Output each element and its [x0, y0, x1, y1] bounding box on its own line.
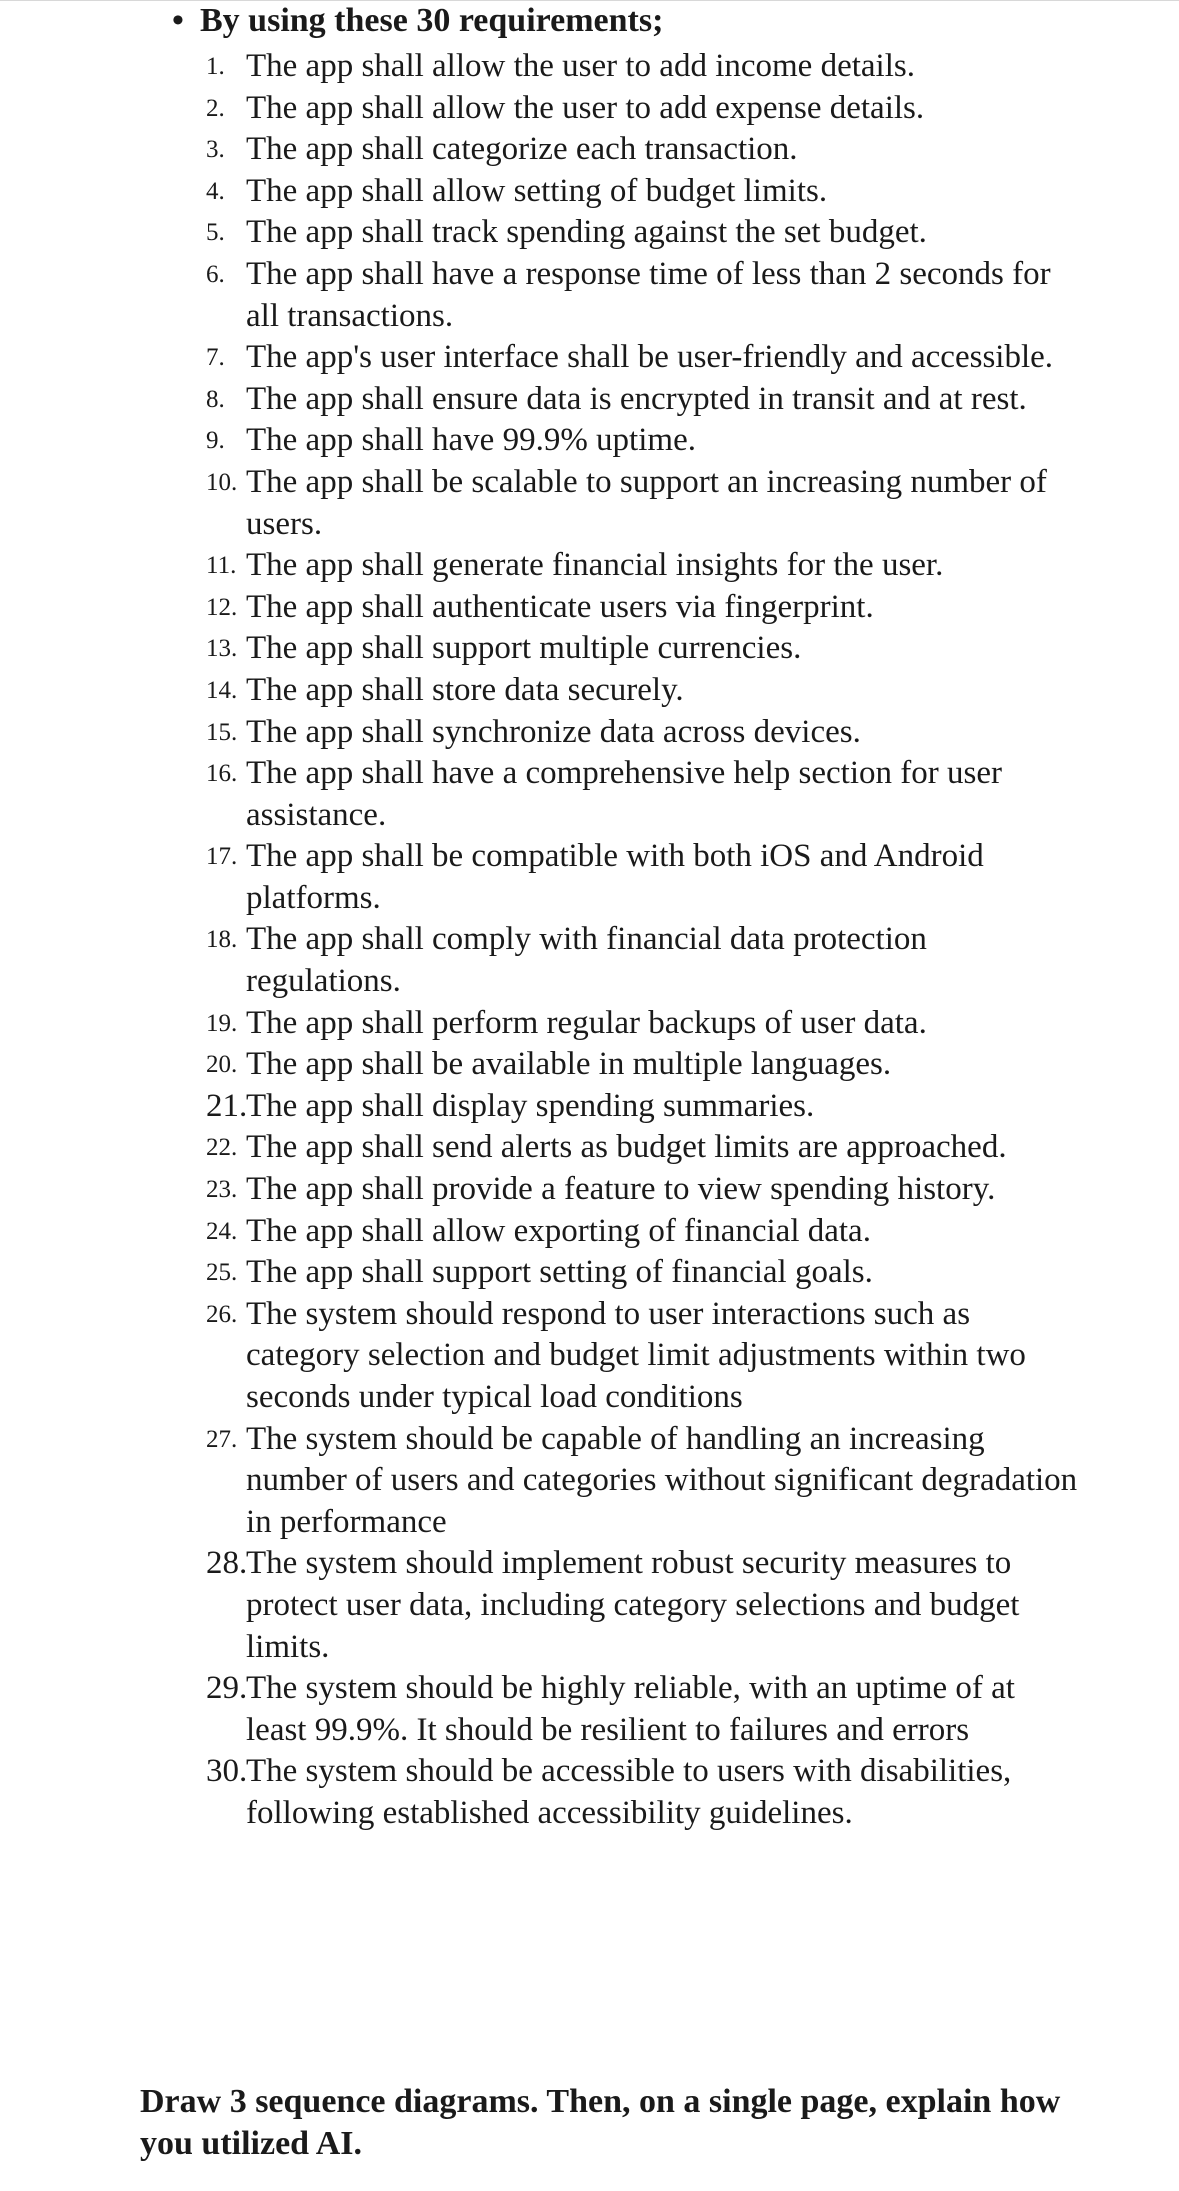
list-item	[0, 462, 1179, 545]
item-text: The app shall perform regular backups of user data.	[246, 1004, 927, 1041]
item-text: The app shall categorize each transaction.	[246, 131, 798, 168]
item-text: The app's user interface shall be user-friendly and accessible.	[246, 339, 1054, 376]
list-item	[0, 171, 1179, 213]
item-text: The app shall have a comprehensive help section for user assistance.	[246, 755, 1002, 833]
list-item	[0, 712, 1179, 754]
item-text: The app shall support setting of financial goals.	[246, 1254, 873, 1291]
item-text: The app shall be available in multiple languages.	[246, 1046, 892, 1083]
item-text: The app shall synchronize data across devices.	[246, 713, 861, 750]
item-number: 24.	[206, 1217, 238, 1245]
item-text: The app shall allow setting of budget limits.	[246, 172, 828, 209]
list-item	[0, 212, 1179, 254]
item-number: 20.	[206, 1051, 238, 1079]
list-item	[0, 1003, 1179, 1045]
list-item	[0, 1086, 1179, 1128]
item-text: The app shall track spending against the set budget.	[246, 214, 927, 251]
item-number: 4.	[206, 177, 225, 205]
closing-instruction: Draw 3 sequence diagrams. Then, on a single page, explain how you utilized AI.	[140, 2083, 1061, 2162]
item-text: The app shall have 99.9% uptime.	[246, 422, 696, 459]
item-number: 21.	[206, 1087, 248, 1124]
item-text: The app shall send alerts as budget limits are approached.	[246, 1129, 1007, 1166]
item-text: The app shall have a response time of less than 2 seconds for all transactions.	[246, 255, 1051, 334]
list-item	[0, 836, 1179, 919]
item-number: 17.	[206, 843, 238, 871]
item-number: 22.	[206, 1134, 238, 1162]
item-text: The app shall allow exporting of financial data.	[246, 1212, 871, 1249]
item-text: The system should be accessible to users with disabilities, following established accessibility guidelines.	[246, 1753, 1012, 1831]
list-item	[0, 1294, 1179, 1419]
list-item	[0, 379, 1179, 421]
item-text: The app shall allow the user to add expense details.	[246, 89, 925, 126]
list-item	[0, 420, 1179, 462]
item-number: 16.	[206, 760, 238, 788]
item-text: The system should implement robust security measures to protect user data, including category selections and budget limits.	[246, 1545, 1020, 1665]
list-item	[0, 1543, 1179, 1668]
item-text: The system should be capable of handling an increasing number of users and categories without significant degradation in performance	[246, 1420, 1078, 1540]
item-text: The app shall be compatible with both iOS and Android platforms.	[246, 838, 984, 916]
requirements-list	[0, 46, 1179, 1835]
list-item	[0, 919, 1179, 1002]
list-item	[0, 337, 1179, 379]
item-number: 7.	[206, 344, 225, 372]
list-item	[0, 254, 1179, 337]
item-number: 26.	[206, 1300, 238, 1328]
item-number: 30.	[206, 1753, 248, 1790]
list-item	[0, 1169, 1179, 1211]
item-number: 6.	[206, 260, 225, 288]
item-number: 27.	[206, 1425, 238, 1453]
item-number: 25.	[206, 1259, 238, 1287]
list-item	[0, 1211, 1179, 1253]
list-item	[0, 1252, 1179, 1294]
list-item	[0, 88, 1179, 130]
item-number: 2.	[206, 94, 225, 122]
list-item	[0, 1751, 1179, 1834]
list-item	[0, 1044, 1179, 1086]
item-number: 15.	[206, 718, 238, 746]
list-item	[0, 1419, 1179, 1544]
intro-heading	[172, 0, 663, 42]
item-number: 28.	[206, 1545, 248, 1582]
list-item	[0, 587, 1179, 629]
item-number: 23.	[206, 1176, 238, 1204]
list-item	[0, 1127, 1179, 1169]
item-text: The app shall generate financial insights for the user.	[246, 547, 944, 584]
item-text: The app shall be scalable to support an increasing number of users.	[246, 463, 1047, 542]
item-text: The app shall comply with financial data protection regulations.	[246, 921, 927, 1000]
item-text: The app shall store data securely.	[246, 671, 684, 708]
list-item	[0, 129, 1179, 171]
intro-text: By using these 30 requirements;	[200, 2, 664, 39]
item-text: The app shall support multiple currencies.	[246, 630, 802, 667]
item-text: The app shall authenticate users via fingerprint.	[246, 588, 874, 625]
item-number: 13.	[206, 635, 238, 663]
item-number: 3.	[206, 136, 225, 164]
item-text: The app shall ensure data is encrypted in transit and at rest.	[246, 380, 1027, 417]
list-item	[0, 46, 1179, 88]
item-number: 1.	[206, 53, 225, 80]
item-text: The system should be highly reliable, with an uptime of at least 99.9%. It should be resilient to failures and errors	[246, 1670, 1015, 1748]
list-item	[0, 670, 1179, 712]
item-number: 10.	[206, 468, 238, 496]
list-item	[0, 628, 1179, 670]
item-number: 18.	[206, 926, 238, 954]
item-text: The app shall provide a feature to view spending history.	[246, 1171, 996, 1208]
list-item	[0, 545, 1179, 587]
item-number: 9.	[206, 427, 225, 455]
item-text: The app shall allow the user to add income details.	[246, 48, 915, 84]
item-number: 19.	[206, 1009, 238, 1037]
item-number: 8.	[206, 385, 225, 413]
bullet-icon: •	[172, 2, 184, 39]
item-text: The app shall display spending summaries.	[246, 1087, 815, 1124]
list-item	[0, 753, 1179, 836]
item-number: 12.	[206, 593, 238, 621]
list-item	[0, 1668, 1179, 1751]
item-number: 5.	[206, 219, 225, 247]
item-number: 14.	[206, 676, 238, 704]
item-number: 29.	[206, 1670, 248, 1707]
item-number: 11.	[206, 552, 237, 580]
item-text: The system should respond to user interactions such as category selection and budget limit adjustments within two seconds under typical load conditions	[246, 1295, 1026, 1415]
